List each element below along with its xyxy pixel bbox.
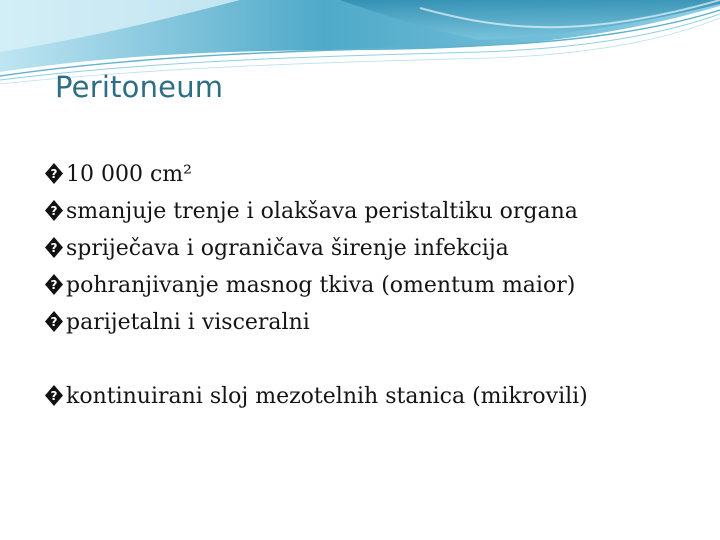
slide-title: Peritoneum <box>55 70 224 104</box>
missing-glyph-icon <box>44 273 64 296</box>
bullet-item <box>44 378 588 415</box>
missing-glyph-icon <box>44 236 64 259</box>
missing-glyph-icon <box>44 310 64 333</box>
svg-text:?: ? <box>50 204 58 218</box>
missing-glyph-icon <box>44 384 64 407</box>
bullet-text: pohranjivanje masnog tkiva (omentum maior) <box>66 273 576 298</box>
bullet-text: kontinuirani sloj mezotelnih stanica (mikrovili) <box>66 384 588 409</box>
bullet-item <box>44 267 588 304</box>
bullet-text: smanjuje trenje i olakšava peristaltiku organa <box>66 199 578 224</box>
svg-text:?: ? <box>50 315 58 329</box>
bullet-text: parijetalni i visceralni <box>66 310 310 335</box>
bullet-item <box>44 193 588 230</box>
bullet-item <box>44 230 588 267</box>
svg-text:?: ? <box>50 389 58 403</box>
missing-glyph-icon <box>44 162 64 185</box>
bullet-item <box>44 304 588 341</box>
bullet-text: 10 000 cm² <box>66 162 192 187</box>
bullet-text: spriječava i ograničava širenje infekcija <box>66 236 509 261</box>
svg-text:?: ? <box>50 278 58 292</box>
bullet-item <box>44 156 588 193</box>
svg-text:?: ? <box>50 167 58 181</box>
svg-text:?: ? <box>50 241 58 255</box>
bullet-list <box>44 156 588 415</box>
missing-glyph-icon <box>44 199 64 222</box>
